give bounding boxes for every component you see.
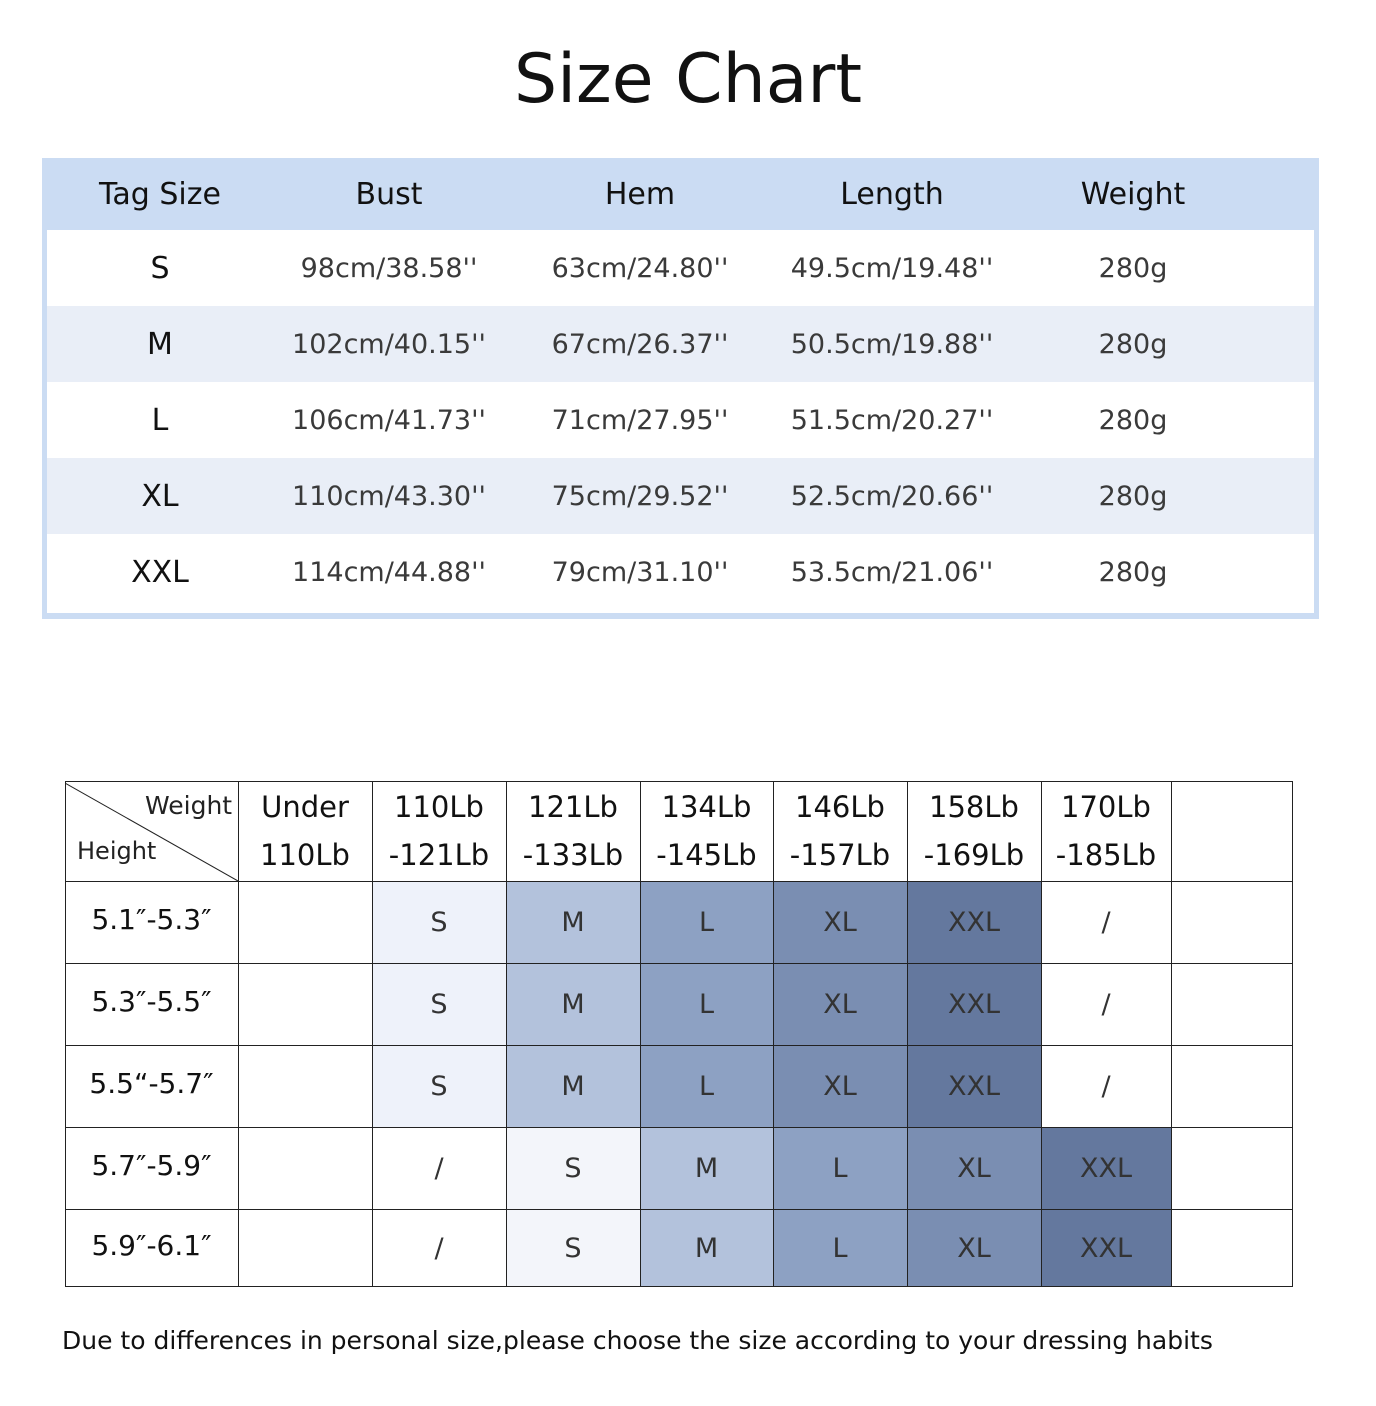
corner-weight-label: Weight	[145, 791, 233, 820]
tag-size-cell: L	[151, 402, 169, 438]
weight-header-line2: -145Lb	[656, 838, 757, 872]
fit-cell: /	[434, 1152, 444, 1184]
table-cell: 106cm/41.73''	[292, 404, 486, 436]
fit-cell: L	[640, 881, 773, 963]
size-table	[42, 158, 1319, 619]
table-cell: 53.5cm/21.06''	[790, 556, 994, 588]
grid-line-vertical	[1041, 781, 1042, 1287]
fit-cell: XXL	[907, 963, 1041, 1045]
weight-column-header	[1041, 781, 1171, 881]
weight-column-header	[907, 781, 1041, 881]
table-cell: 79cm/31.10''	[551, 556, 729, 588]
height-row-label: 5.3″-5.5″	[91, 984, 212, 1018]
table-cell: 280g	[1098, 252, 1168, 284]
tag-size-cell: S	[150, 250, 170, 286]
fit-cell: XL	[773, 963, 907, 1045]
table-cell: 110cm/43.30''	[292, 480, 486, 512]
fit-cell	[1171, 963, 1293, 1045]
table-row	[47, 458, 1314, 534]
grid-line-vertical	[640, 781, 641, 1287]
fit-cell: XXL	[1041, 1209, 1171, 1287]
grid-line-horizontal	[65, 1209, 1293, 1210]
grid-line-vertical	[773, 781, 774, 1287]
fit-cell: M	[640, 1209, 773, 1287]
fit-cell	[1171, 881, 1293, 963]
grid-line-horizontal	[65, 881, 1293, 882]
corner-height-label: Height	[77, 837, 157, 865]
grid-line-horizontal	[65, 1127, 1293, 1128]
fit-cell: S	[372, 963, 506, 1045]
fit-cell	[238, 1045, 372, 1127]
weight-header-line2: -169Lb	[923, 838, 1025, 872]
table-row	[47, 306, 1314, 382]
height-row-label: 5.9″-6.1″	[91, 1228, 212, 1262]
size-table-header-cell: Tag Size	[99, 176, 221, 212]
weight-header-line2: -121Lb	[388, 838, 490, 872]
fit-cell: M	[506, 1045, 640, 1127]
weight-header-line2: -133Lb	[522, 838, 624, 872]
height-row-label: 5.1″-5.3″	[91, 902, 212, 936]
size-table-header-cell: Bust	[355, 176, 423, 212]
table-row	[47, 382, 1314, 458]
fit-cell	[238, 1127, 372, 1209]
table-cell: 280g	[1098, 556, 1168, 588]
table-cell: 71cm/27.95''	[551, 404, 729, 436]
weight-header-line1: 146Lb	[795, 790, 885, 824]
fit-cell	[238, 1209, 372, 1287]
grid-line-vertical	[1171, 781, 1172, 1287]
table-cell: 98cm/38.58''	[300, 252, 478, 284]
table-cell: 49.5cm/19.48''	[790, 252, 994, 284]
fit-cell: M	[506, 881, 640, 963]
fit-table	[65, 781, 1293, 1287]
weight-header-line1: Under	[261, 790, 349, 824]
fit-cell: XXL	[907, 881, 1041, 963]
fit-cell: S	[506, 1209, 640, 1287]
fit-cell: L	[773, 1127, 907, 1209]
weight-header-line2: 110Lb	[260, 838, 350, 872]
size-table-header-cell: Weight	[1080, 176, 1186, 212]
table-cell: 280g	[1098, 480, 1168, 512]
fit-cell: /	[1101, 1070, 1111, 1102]
height-row-label: 5.7″-5.9″	[91, 1148, 212, 1182]
fit-cell	[1171, 1045, 1293, 1127]
grid-line-horizontal	[65, 781, 1293, 782]
fit-cell: S	[506, 1127, 640, 1209]
tag-size-cell: XXL	[131, 554, 189, 590]
fit-cell: L	[773, 1209, 907, 1287]
grid-line-vertical	[907, 781, 908, 1287]
weight-column-header	[640, 781, 773, 881]
tag-size-cell: M	[147, 326, 173, 362]
fit-cell: XXL	[907, 1045, 1041, 1127]
table-cell: 63cm/24.80''	[551, 252, 729, 284]
fit-cell: XL	[907, 1209, 1041, 1287]
height-row-label: 5.5“-5.7″	[89, 1066, 214, 1100]
size-table-header	[42, 158, 1319, 230]
weight-header-line1: 158Lb	[929, 790, 1019, 824]
fit-cell: S	[372, 881, 506, 963]
fit-cell: XL	[907, 1127, 1041, 1209]
footnote: Due to differences in personal size,please choose the size according to your dressing habits	[62, 1326, 1213, 1355]
table-cell: 102cm/40.15''	[292, 328, 486, 360]
tag-size-cell: XL	[141, 478, 179, 514]
weight-header-line1: 110Lb	[394, 790, 484, 824]
fit-cell: /	[1101, 988, 1111, 1020]
table-cell: 114cm/44.88''	[292, 556, 486, 588]
weight-column-header	[238, 781, 372, 881]
grid-line-horizontal	[65, 1286, 1293, 1287]
size-table-header-cell: Length	[840, 176, 944, 212]
fit-cell: XL	[773, 1045, 907, 1127]
size-table-header-cell: Hem	[604, 176, 676, 212]
weight-header-line1: 134Lb	[661, 790, 752, 824]
table-row	[47, 230, 1314, 306]
fit-cell: /	[1101, 906, 1111, 938]
grid-line-vertical	[65, 781, 66, 1287]
grid-line-vertical	[238, 781, 239, 1287]
grid-line-horizontal	[65, 1045, 1293, 1046]
fit-cell: XL	[773, 881, 907, 963]
fit-cell: L	[640, 963, 773, 1045]
weight-header-line1: 170Lb	[1061, 790, 1151, 824]
fit-cell	[1171, 1209, 1293, 1287]
fit-cell	[238, 963, 372, 1045]
fit-cell: M	[640, 1127, 773, 1209]
page-title: Size Chart	[513, 40, 863, 119]
weight-column-header	[1171, 781, 1293, 881]
weight-header-line2: -157Lb	[789, 838, 891, 872]
table-cell: 52.5cm/20.66''	[790, 480, 994, 512]
fit-cell: S	[372, 1045, 506, 1127]
fit-cell: M	[506, 963, 640, 1045]
fit-cell	[1171, 1127, 1293, 1209]
fit-cell: /	[434, 1232, 444, 1264]
table-cell: 75cm/29.52''	[551, 480, 729, 512]
weight-column-header	[372, 781, 506, 881]
table-cell: 50.5cm/19.88''	[790, 328, 994, 360]
table-cell: 51.5cm/20.27''	[790, 404, 994, 436]
weight-header-line1: 121Lb	[528, 790, 618, 824]
grid-line-horizontal	[65, 963, 1293, 964]
table-cell: 67cm/26.37''	[551, 328, 729, 360]
size-table-body	[47, 230, 1314, 613]
fit-cell	[238, 881, 372, 963]
fit-cell: L	[640, 1045, 773, 1127]
table-row	[47, 534, 1314, 610]
weight-column-header	[773, 781, 907, 881]
table-cell: 280g	[1098, 404, 1168, 436]
corner-diagonal	[65, 781, 238, 881]
grid-line-vertical	[1292, 781, 1293, 1287]
weight-header-line2: -185Lb	[1055, 838, 1157, 872]
grid-line-vertical	[506, 781, 507, 1287]
grid-line-vertical	[372, 781, 373, 1287]
table-cell: 280g	[1098, 328, 1168, 360]
fit-cell: XXL	[1041, 1127, 1171, 1209]
weight-column-header	[506, 781, 640, 881]
